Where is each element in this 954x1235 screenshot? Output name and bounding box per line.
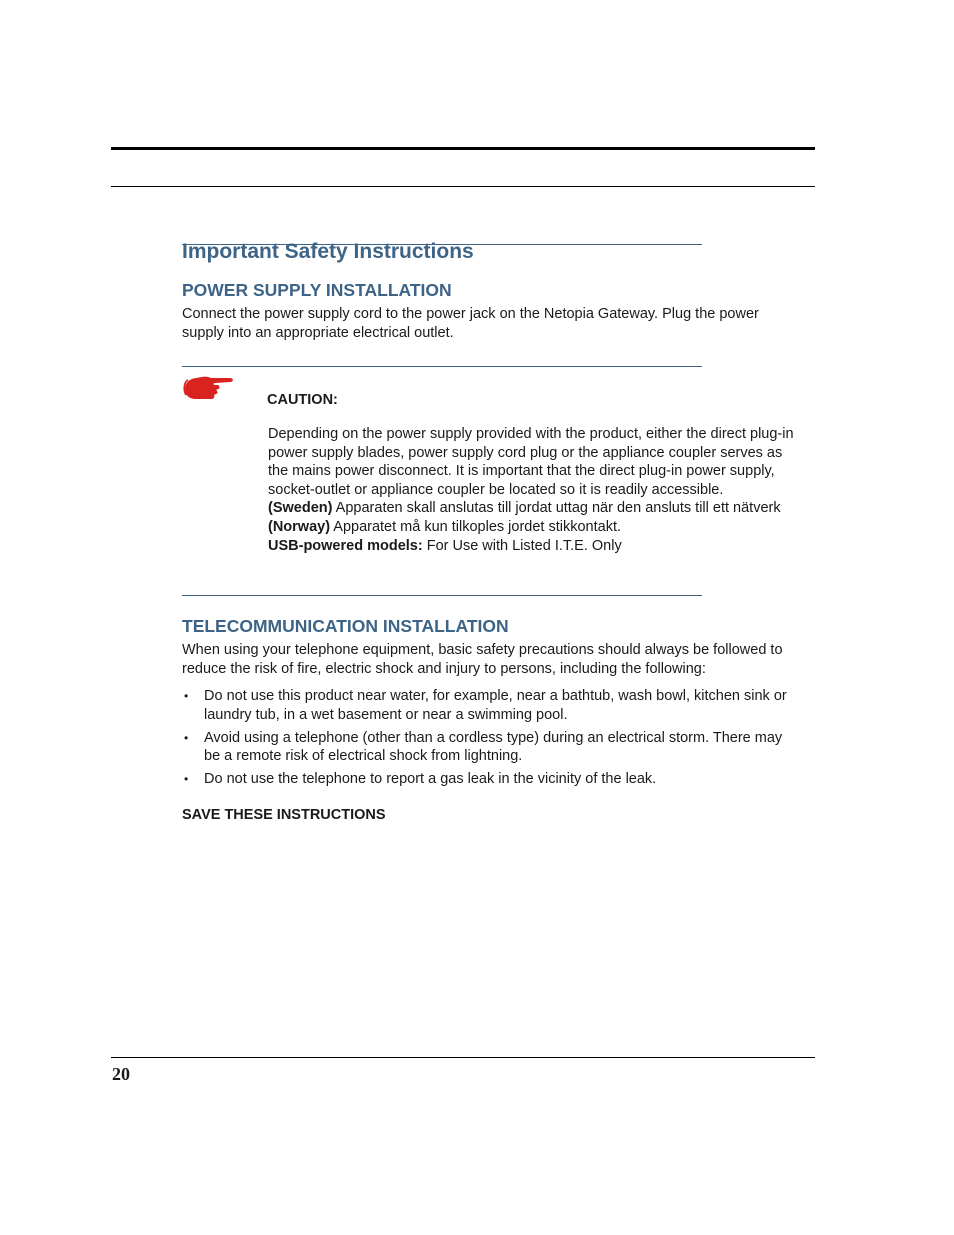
header-rule-thick (111, 147, 815, 150)
caution-rule-bottom (182, 595, 702, 596)
footer-rule (111, 1057, 815, 1058)
header-rule-thin (111, 186, 815, 187)
bullet-marker: • (184, 689, 189, 703)
page-number: 20 (112, 1064, 130, 1084)
caution-body (268, 425, 803, 555)
save-instructions: SAVE THESE INSTRUCTIONS (182, 807, 386, 823)
caution-norway (268, 518, 803, 537)
telecom-bullet-list (182, 687, 802, 793)
caution-rule-top (182, 366, 702, 367)
sweden-label: (Sweden) (268, 500, 333, 517)
bullet-marker: • (184, 772, 189, 787)
usb-label: USB-powered models: (268, 537, 423, 554)
bullet-text: Do not use the telephone to report a gas leak in the vicinity of the leak. (204, 771, 657, 788)
power-supply-heading: POWER SUPPLY INSTALLATION (182, 280, 452, 300)
list-item (182, 729, 802, 766)
caution-text: Depending on the power supply provided with the product, either the direct plug-in power supply blades, power supply cord plug or the appliance coupler serves as the mains power disconnect. It is important that the direct plug-in power supply, socket-outlet or appliance coupler be located so it is readily accessible. (268, 426, 794, 498)
bullet-marker: • (184, 730, 189, 745)
caution-usb (268, 537, 803, 556)
list-item (182, 687, 802, 724)
sweden-text: Apparaten skall anslutas till jordat uttag när den ansluts till ett nätverk (332, 500, 781, 517)
telecom-body: When using your telephone equipment, basic safety precautions should always be followed to reduce the risk of fire, electric shock and injury to persons, including the following: (182, 642, 783, 677)
usb-text: For Use with Listed I.T.E. Only (422, 537, 622, 554)
norway-text: Apparatet må kun tilkoples jordet stikkontakt. (330, 518, 622, 535)
bullet-text: Do not use this product near water, for example, near a bathtub, wash bowl, kitchen sink or laundry tub, in a wet basement or near a swimming pool. (204, 688, 787, 723)
caution-label: CAUTION: (267, 392, 338, 408)
power-supply-body: Connect the power supply cord to the power jack on the Netopia Gateway. Plug the power supply into an appropriate electrical outlet. (182, 306, 759, 341)
norway-label: (Norway) (268, 518, 331, 535)
telecom-heading: TELECOMMUNICATION INSTALLATION (182, 616, 509, 636)
bullet-text: Avoid using a telephone (other than a cordless type) during an electrical storm. There may be a remote risk of electrical shock from lightning. (204, 729, 783, 765)
pointing-hand-icon (182, 372, 236, 402)
caution-sweden (268, 499, 803, 518)
page-title: Important Safety Instructions (182, 240, 474, 263)
list-item (182, 770, 802, 789)
